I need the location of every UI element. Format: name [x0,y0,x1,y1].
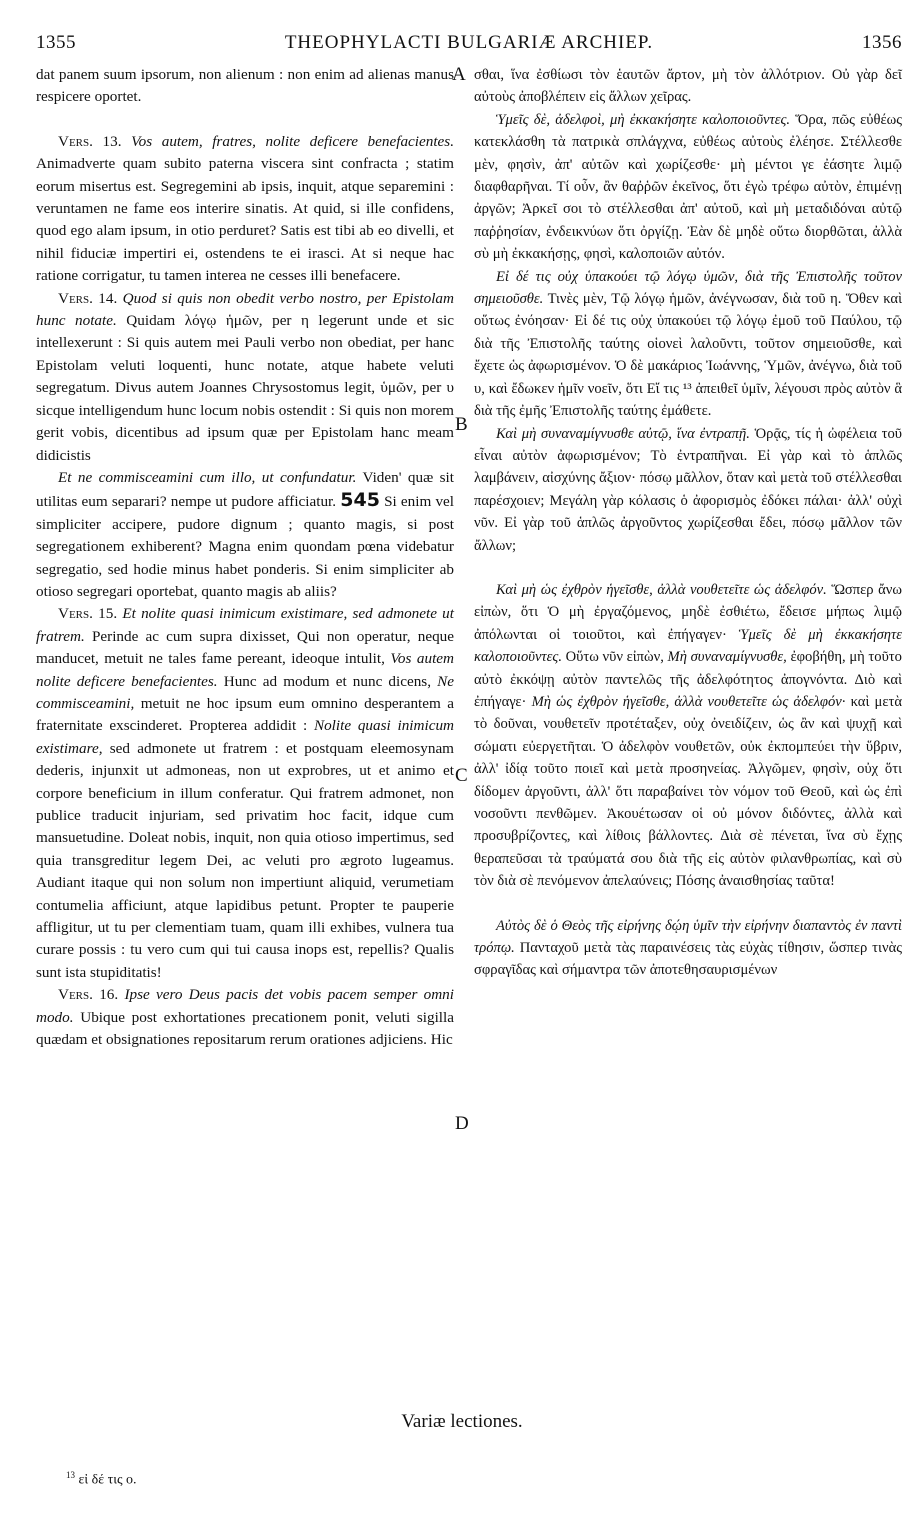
lemma: Καὶ μὴ ὡς ἐχθρὸν ἡγεῖσθε, ἀλλὰ νουθετεῖτε ὡς ἀδελφόν. [496,581,827,598]
footnote-text: εἰ δέ τις ο. [78,1472,137,1488]
verse-number: Vers. 14. [58,289,118,307]
quotation: Μὴ συναναμίγνυσθε, [667,649,787,666]
lemma: Et nolite quasi inimicum existimare, sed admonete ut fratrem. [36,605,454,645]
edition-page-number: 545 [340,489,380,512]
commentary: Ubique post exhortationes precationem ponit, veluti sigilla quædam et obsignationes repositarum rerum orationes adjiciens. Hic [36,1008,454,1049]
commentary: Perinde ac cum supra dixisset, Qui non operatur, neque manducet, metuit ne tales fame pereant, ideoque intulit, [36,627,454,668]
spacer [474,893,902,915]
greek-para-0: σθαι, ἵνα ἐσθίωσι τὸν ἑαυτῶν ἄρτον, μὴ τὸν ἀλλότριον. Οὐ γὰρ δεῖ αὐτοὺς ἀποβλέπειν εἰς ἄλλων χεῖρας. [474,67,902,106]
commentary: Ὥσπερ ἄνω εἰπὼν, ὅτι Ὁ μὴ ἐργαζόμενος, μηδὲ ἐσθιέτω, ἔδεισε μήπως λιμῷ ἀπόλωνται οἱ τοιοῦτοι, καὶ ἐπήγαγεν· [474,581,902,643]
commentary: Πανταχοῦ μετὰ τὰς παραινέσεις τὰς εὐχὰς τίθησιν, ὥσπερ τινὰς σφραγῖδας καὶ σήμαντρα τῶν ἀποτεθησαυρισμένων [474,940,902,979]
latin-para-vers14 [36,288,454,467]
commentary: Quidam λόγῳ ἡμῶν, per η legerunt unde et sic intellexerunt : Si quis autem mei Pauli verbo non obediat, per hanc Epistolam veluti loquenti, hunc notate, atque habete veluti segregatum. Divus autem Joannes Chrysostomus legit, ὑμῶν, per υ sicque intelligendum hunc locum nobis ostendit : Si quis non morem gerit vobis, dicentibus ad ipsum quæ per Epistolam hanc meam didicistis [36,312,455,464]
lemma: Quod si quis non obedit verbo nostro, per Epistolam hunc notate. [36,289,454,330]
greek-para-4 [474,579,902,893]
greek-para-3 [474,423,902,557]
quotation: Ὑμεῖς δὲ μὴ ἐκκακήσητε καλοποιοῦντες. [474,626,902,666]
spacer [474,557,902,579]
spacer [36,109,454,131]
lemma: Vos autem, fratres, nolite deficere benefacientes. [131,132,454,150]
lemma: Εἰ δέ τις οὐχ ὑπακούει τῷ λόγῳ ὑμῶν, διὰ τῆς Ἐπιστολῆς τοῦτον σημειοῦσθε. [474,268,902,308]
lemma: Ὑμεῖς δὲ, ἀδελφοὶ, μὴ ἐκκακήσητε καλοποιοῦντες. [496,111,791,128]
commentary: Ὁρᾷς, τίς ἡ ὠφέλεια τοῦ εἶναι αὐτὸν ἀφωρισμένον; Τὸ ἐντραπῆναι. Εἰ γὰρ καὶ τὸ ἁπλῶς λαμβάνειν, αἰσχύνης ἄξιον· πόσῳ μᾶλλον, ὅταν καὶ μετὰ τοῦ στέλλεσθαι παρέσχοιεν; Μεγάλη γὰρ κόλασις ὁ ἀφορισμὸς ἐδόκει πάλαι· ἀλλ' οὐχὶ νῦν. Εἰ γὰρ τοῦ ἁπλῶς ἀργοῦντος χωρίζεσθαι ἔδει, πόσῳ μᾶλλον τῶν ἄλλων; [474,425,902,554]
commentary: Ὅρα, πῶς εὐθέως κατεκλάσθη τὰ πατρικὰ σπλάγχνα, εὐθέως αὐτοὺς ἐλέησε. Στέλλεσθε μὲν, φησὶν, ἀπ' αὐτῶν καὶ χωρίζεσθε· μὴ μέντοι γε ἐάσητε λιμῷ διαφθαρῆναι. Τί οὖν, ἂν θαῤῥῶν ἐκεῖνος, ὅτι ἐγὼ τρέφω αὐτὸν, ἐπιμένῃ ἀργῶν; Ἀρκεῖ σοι τὸ στέλλεσθαι ἀπ' αὐτοῦ, καὶ μὴ μεταδιδόναι αὐτῷ παῤῥησίαν, ἐνδεικνύων ὅτι ὀργίζῃ. Ἐὰν δὲ μηδὲ οὕτω διορθῶται, ἀλλὰ σὺ μὴ ἐκκακήσῃς, φησὶ, καλοποιῶν αὐτόν. [474,111,902,263]
footnote [66,1470,137,1489]
greek-column [474,64,902,982]
quotation: Nolite quasi inimicum existimare, [36,717,455,757]
lemma: Καὶ μὴ συναναμίγνυσθε αὐτῷ, ἵνα ἐντραπῇ. [496,425,750,442]
lemma: Et ne commisceamini cum illo, ut confundatur. [58,468,357,486]
greek-para-1 [474,109,902,266]
latin-column [36,64,454,1051]
lemma: Αὐτὸς δὲ ὁ Θεὸς τῆς εἰρήνης δῴη ὑμῖν τὴν εἰρήνην διαπαντὸς ἐν παντὶ τρόπῳ. [474,917,902,957]
page-number-left: 1355 [36,32,76,53]
commentary: Τινὲς μὲν, Τῷ λόγῳ ἡμῶν, ἀνέγνωσαν, διὰ τοῦ η. Ὅθεν καὶ οὕτως ἐνόησαν· Εἰ δέ τις οὐχ ὑπακούει τῷ λόγῳ ἐμοῦ τοῦ Παύλου, τῷ διὰ τῆς Ἐπιστολῆς ταύτης οἱονεὶ λαλοῦντι, τοῦτον σημειοῦσθε, καὶ ἔχετε ὡς ἀφωρισμένον. Ὁ δὲ μακάριος Ἰωάννης, Ὑμῶν, ἀνέγνω, διὰ τοῦ υ, καὶ ἔδωκεν ἡμῖν νοεῖν, ὅτι Εἴ τις [474,291,902,397]
quotation: Ne commisceamini, [36,672,455,712]
margin-letter-a: A [452,64,466,85]
latin-para-0: dat panem suum ipsorum, non alienum : non enim ad alienas manus respicere oportet. [36,66,454,106]
running-title: THEOPHYLACTI BULGARIÆ ARCHIEP. [284,32,654,53]
latin-para-vers13 [36,131,454,288]
latin-para-vers15 [36,603,454,984]
variae-lectiones-heading: Variæ lectiones. [401,1411,523,1432]
verse-number: Vers. 15. [58,605,118,623]
commentary: metuit ne hoc ipsum eum omnino desperantem a fraternitate exscinderet. Propterea addidit : [36,694,454,735]
margin-letter-b: B [455,414,468,435]
latin-para-confundatur [36,467,454,603]
footnote-ref: ¹³ [682,380,692,397]
margin-letter-c: C [455,765,468,786]
commentary: Si enim vel simpliciter accipere, pudore dignum ; quanto magis, si post segregationem exhiberent? Magna enim quondam pœna videbatur segregatio, sed hodie minus habet ponderis. Si enim simpliciter ab otioso segregari oportebat, quanto magis ab aliis? [36,493,455,600]
commentary: Οὕτω νῦν εἰπὼν, [565,649,664,666]
page-number-right: 1356 [862,32,902,53]
greek-para-5 [474,915,902,982]
quotation: Μὴ ὡς ἐχθρὸν ἡγεῖσθε, ἀλλὰ νουθετεῖτε ὡς ἀδελφόν· [531,693,846,710]
commentary: καὶ μετὰ τὸ δοῦναι, νουθετεῖν προτέταξεν, οὐχ ὀνειδίζειν, ὡς ἂν καὶ ψυχῇ καὶ σώματι εὐεργετῆται. Ὁ ἀδελφὸν νουθετῶν, οὐκ ἐκπομπεύει τὴν ὕβριν, ἀλλ' ἰδίᾳ τοῦτο ποιεῖ καὶ μετὰ προσηνείας. Ἀλγῶμεν, φησὶν, οὐχ ὅτι δίδομεν ἀργοῦντι, ἀλλ' ὅτι παραβαίνει τὸν νόμον τοῦ Θεοῦ, καὶ ὡς ἐπὶ νοσοῦντι πενθῶμεν. Ἀκουέτωσαν οἱ οὐ μόνον διδόντες, ἀλλὰ καὶ προσυβρίζοντες, καὶ λίθοις βάλλοντες. Διὰ σὲ πένεται, ἵνα σὺ ἔχῃς θεραπεῦσαι τὰ τραύματά σου διὰ τῆς εἰς αὐτὸν φιλανθρωπίας, καὶ σὺ τὸν διὰ σὲ πενόμενον ἀπελαύνεις; Πόσης ἀναισθησίας ταῦτα! [474,693,902,890]
commentary: ἐφοβήθη, μὴ τοῦτο αὐτὸ ἐκκόψῃ αὐτὸν παντελῶς τῆς ἀδελφότητος ἀπογνόντα. Διὸ καὶ ἐπήγαγε· [474,649,902,710]
commentary: Hunc ad modum et nunc dicens, [223,672,432,690]
commentary: sed admonete ut fratrem : et postquam eleemosynam dederis, injunxit ut admoneas, non ut exprobres, ut et animo et corpore beneficium in illum conferatur. Qui fratrem admonet, non publice traducit injuriam, sed privatim hoc facit, idque cum mansuetudine. Doleat nobis, inquit, non quia otioso impertimus, sed quia transgreditur legem Dei, ac veluti pro ægroto lugeamus. Audiant itaque qui non solum non impertiunt aliquid, verumetiam contumelia afficiunt, atque lapidibus petunt. Propter te pauperie affligitur, ut tu per clementiam tuam, quam illi exhibes, vulnera tua curare possis : tu vero cum qui tui causa inops est, repellis? Qualis sunt ista stupiditatis! [36,739,454,981]
verse-number: Vers. 13. [58,132,122,150]
commentary: Animadverte quam subito paterna viscera sint confracta ; statim eorum misertus est. Segregemini ab ipsis, inquit, atque separemini : veruntamen ne fame eos interire sinatis. At quid, si ille confidens, quod ego alam ipsum, in otio perduret? Satis est tibi ab eo divelli, et nihil fiduciæ impertiri ei, ostendens te ei irasci. At si neque hac ratione corrigatur, tu tamen interea ne cesses illi benefacere. [36,155,454,285]
margin-letter-d: D [455,1113,469,1134]
running-header [36,32,902,58]
commentary: Viden' quæ sit utilitas eum separari? nempe ut pudore afficiatur. [36,468,454,511]
verse-number: Vers. 16. [58,986,119,1004]
lemma: Ipse vero Deus pacis det vobis pacem semper omni modo. [36,986,454,1026]
commentary: ἀπειθεῖ ὑμῖν, λέγουσι πρὸς αὐτὸν ἃ διὰ τῆς ἐμῆς Ἐπιστολῆς ταύτης ἐμάθετε. [474,380,902,420]
quotation: Vos autem nolite deficere benefacientes. [36,650,454,690]
greek-para-2 [474,266,902,423]
latin-para-vers16 [36,984,454,1051]
footnote-number: 13 [66,1470,75,1480]
